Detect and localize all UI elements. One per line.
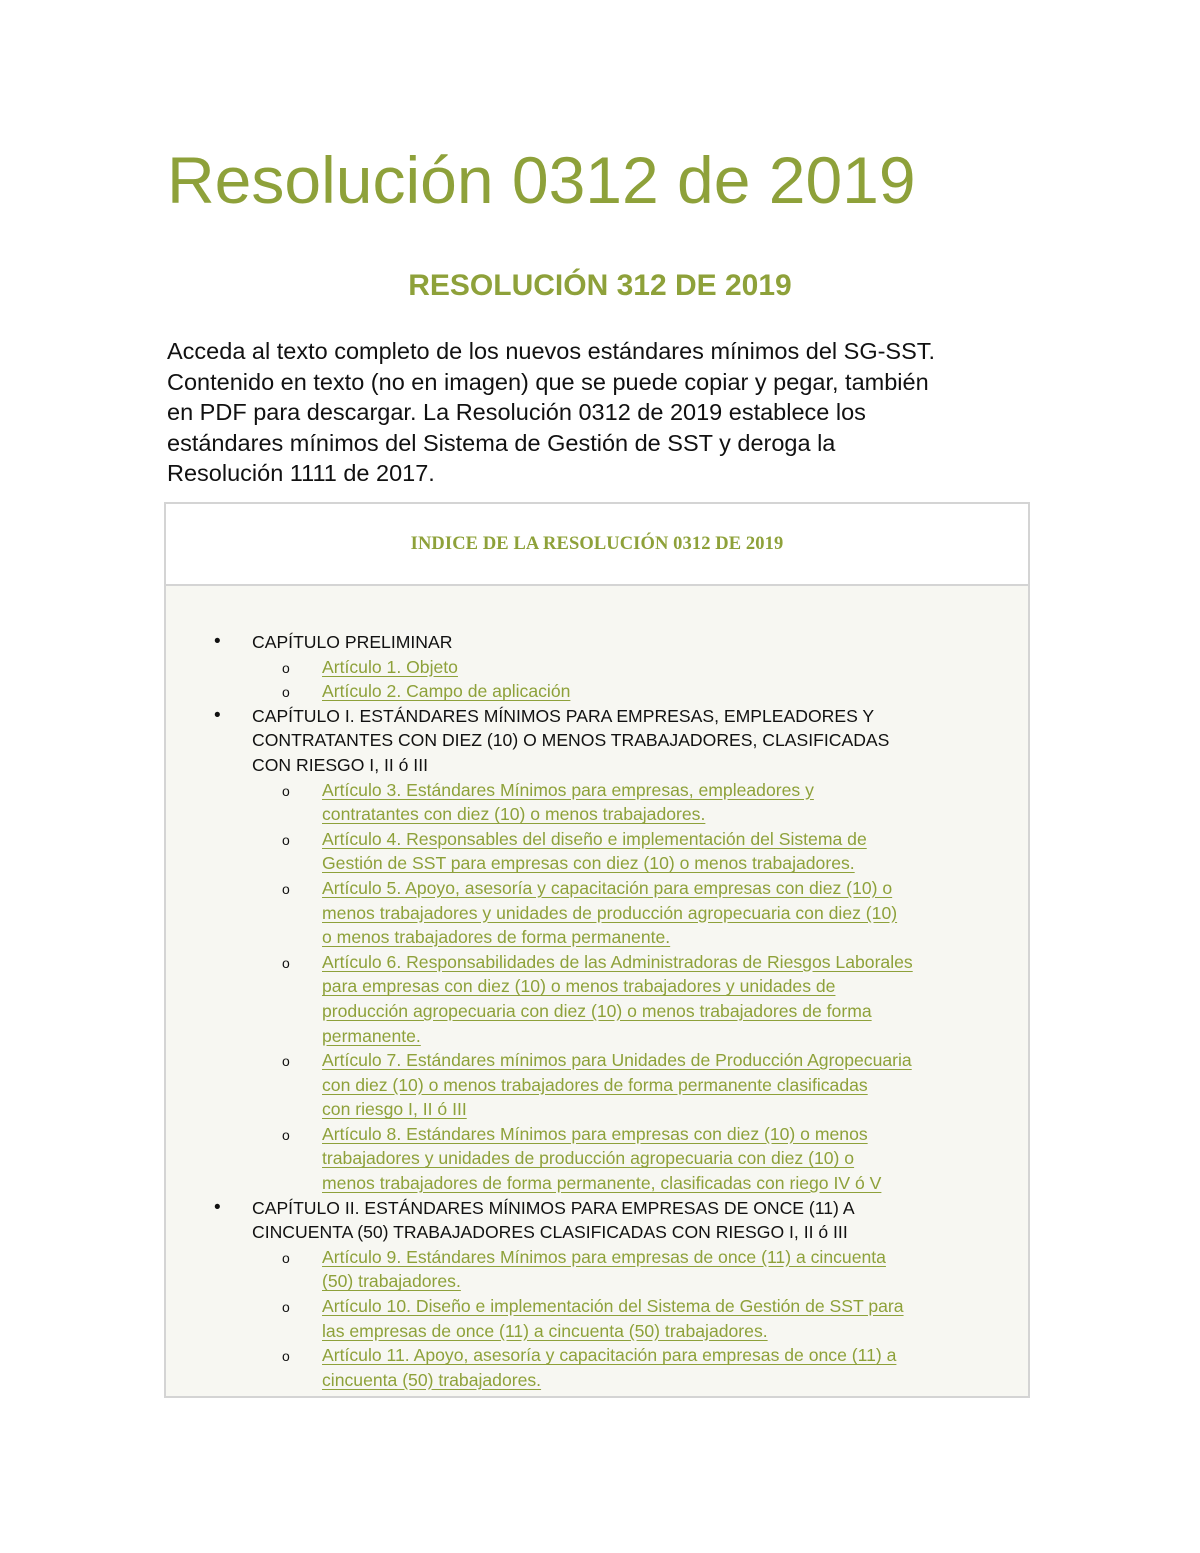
article-link-line: Artículo 2. Campo de aplicación (322, 681, 571, 702)
article-list (252, 655, 1028, 704)
article-link[interactable] (322, 1245, 1028, 1294)
circle-bullet-icon: o (282, 831, 290, 848)
article-list (252, 778, 1028, 1196)
article-link-line: con diez (10) o menos trabajadores de forma permanente clasificadas (322, 1074, 868, 1095)
article-link[interactable] (322, 1048, 1028, 1122)
chapter-title-line: CINCUENTA (50) TRABAJADORES CLASIFICADAS CON RIESGO I, II ó III (252, 1222, 848, 1243)
article-item (282, 655, 1028, 680)
circle-bullet-icon: o (282, 659, 290, 676)
circle-bullet-icon: o (282, 782, 290, 799)
article-item (282, 1122, 1028, 1196)
circle-bullet-icon: o (282, 880, 290, 897)
article-link[interactable] (322, 1122, 1028, 1196)
article-link-line: producción agropecuaria con diez (10) o menos trabajadores de forma (322, 1000, 872, 1021)
article-item (282, 1048, 1028, 1122)
article-link-line: Artículo 6. Responsabilidades de las Administradoras de Riesgos Laborales (322, 951, 913, 972)
circle-bullet-icon: o (282, 1348, 290, 1365)
article-item (282, 679, 1028, 704)
article-link[interactable] (322, 1294, 1028, 1343)
page-title: Resolución 0312 de 2019 (167, 143, 916, 217)
article-link-line: trabajadores y unidades de producción agropecuaria con diez (10) o (322, 1148, 855, 1169)
article-link-line: Artículo 11. Apoyo, asesoría y capacitación para empresas de once (11) a (322, 1345, 897, 1366)
bullet-icon: • (214, 631, 221, 652)
article-item (282, 1294, 1028, 1343)
circle-bullet-icon: o (282, 1249, 290, 1266)
chapter-title-line: CAPÍTULO II. ESTÁNDARES MÍNIMOS PARA EMPRESAS DE ONCE (11) A (252, 1197, 855, 1218)
chapter-title-line: CAPÍTULO PRELIMINAR (252, 632, 453, 652)
article-link-line: permanente. (322, 1025, 421, 1046)
intro-line: Acceda al texto completo de los nuevos estándares mínimos del SG-SST. (167, 338, 936, 364)
article-item (282, 778, 1028, 827)
circle-bullet-icon: o (282, 684, 290, 701)
article-link-line: Artículo 1. Objeto (322, 656, 458, 677)
article-link-line: Artículo 5. Apoyo, asesoría y capacitación para empresas con diez (10) o (322, 877, 893, 898)
index-body (166, 586, 1028, 1396)
article-link-line: Gestión de SST para empresas con diez (10) o menos trabajadores. (322, 853, 855, 874)
chapter-title (252, 704, 1028, 778)
article-link-line: cincuenta (50) trabajadores. (322, 1369, 542, 1390)
article-link-line: Artículo 7. Estándares mínimos para Unidades de Producción Agropecuaria (322, 1050, 912, 1071)
article-link-line: menos trabajadores y unidades de producción agropecuaria con diez (10) (322, 902, 898, 923)
article-link-line: Artículo 8. Estándares Mínimos para empresas con diez (10) o menos (322, 1123, 868, 1144)
article-link-line: con riesgo I, II ó III (322, 1099, 467, 1120)
circle-bullet-icon: o (282, 1299, 290, 1316)
article-link-line: menos trabajadores de forma permanente, clasificadas con riego IV ó V (322, 1173, 882, 1194)
bullet-icon: • (214, 1196, 221, 1218)
circle-bullet-icon: o (282, 1053, 290, 1070)
article-list (252, 1245, 1028, 1393)
index-box (164, 502, 1030, 1398)
intro-paragraph (167, 336, 1067, 489)
index-header: INDICE DE LA RESOLUCIÓN 0312 DE 2019 (166, 504, 1028, 586)
article-link[interactable] (322, 950, 1028, 1048)
intro-line: Resolución 1111 de 2017. (167, 460, 435, 486)
article-link[interactable] (322, 1343, 1028, 1392)
chapter-title (252, 630, 1028, 655)
article-link-line: Artículo 9. Estándares Mínimos para empresas de once (11) a cincuenta (322, 1246, 886, 1267)
chapter-title-line: CAPÍTULO I. ESTÁNDARES MÍNIMOS PARA EMPRESAS, EMPLEADORES Y (252, 705, 875, 726)
article-link[interactable] (322, 655, 1028, 680)
intro-line: en PDF para descargar. La Resolución 0312 de 2019 establece los (167, 399, 866, 425)
article-item (282, 950, 1028, 1048)
intro-line: estándares mínimos del Sistema de Gestión de SST y deroga la (167, 429, 836, 456)
article-link-line: Artículo 3. Estándares Mínimos para empresas, empleadores y (322, 779, 814, 800)
article-link-line: Artículo 4. Responsables del diseño e implementación del Sistema de (322, 828, 867, 849)
article-item (282, 876, 1028, 950)
article-link[interactable] (322, 827, 1028, 876)
article-link[interactable] (322, 876, 1028, 950)
circle-bullet-icon: o (282, 954, 290, 971)
bullet-icon: • (214, 704, 221, 726)
chapter-title-line: CONTRATANTES CON DIEZ (10) O MENOS TRABAJADORES, CLASIFICADAS (252, 730, 890, 751)
article-link-line: las empresas de once (11) a cincuenta (50) trabajadores. (322, 1320, 768, 1341)
article-link-line: (50) trabajadores. (322, 1271, 461, 1292)
intro-line: Contenido en texto (no en imagen) que se puede copiar y pegar, también (167, 368, 929, 395)
chapter-title (252, 1196, 1028, 1245)
article-link[interactable] (322, 679, 1028, 704)
article-link[interactable] (322, 778, 1028, 827)
article-link-line: para empresas con diez (10) o menos trabajadores y unidades de (322, 976, 836, 997)
article-link-line: Artículo 10. Diseño e implementación del Sistema de Gestión de SST para (322, 1296, 904, 1317)
document-subtitle: RESOLUCIÓN 312 DE 2019 (408, 269, 792, 302)
chapter-item (166, 704, 1028, 1196)
article-item (282, 1343, 1028, 1392)
article-item (282, 827, 1028, 876)
chapter-title-line: CON RIESGO I, II ó III (252, 754, 428, 775)
article-item (282, 1245, 1028, 1294)
chapter-item (166, 1196, 1028, 1393)
chapter-list (166, 630, 1028, 1392)
article-link-line: o menos trabajadores de forma permanente. (322, 927, 671, 948)
article-link-line: contratantes con diez (10) o menos trabajadores. (322, 804, 706, 825)
circle-bullet-icon: o (282, 1126, 290, 1143)
chapter-item (166, 630, 1028, 704)
